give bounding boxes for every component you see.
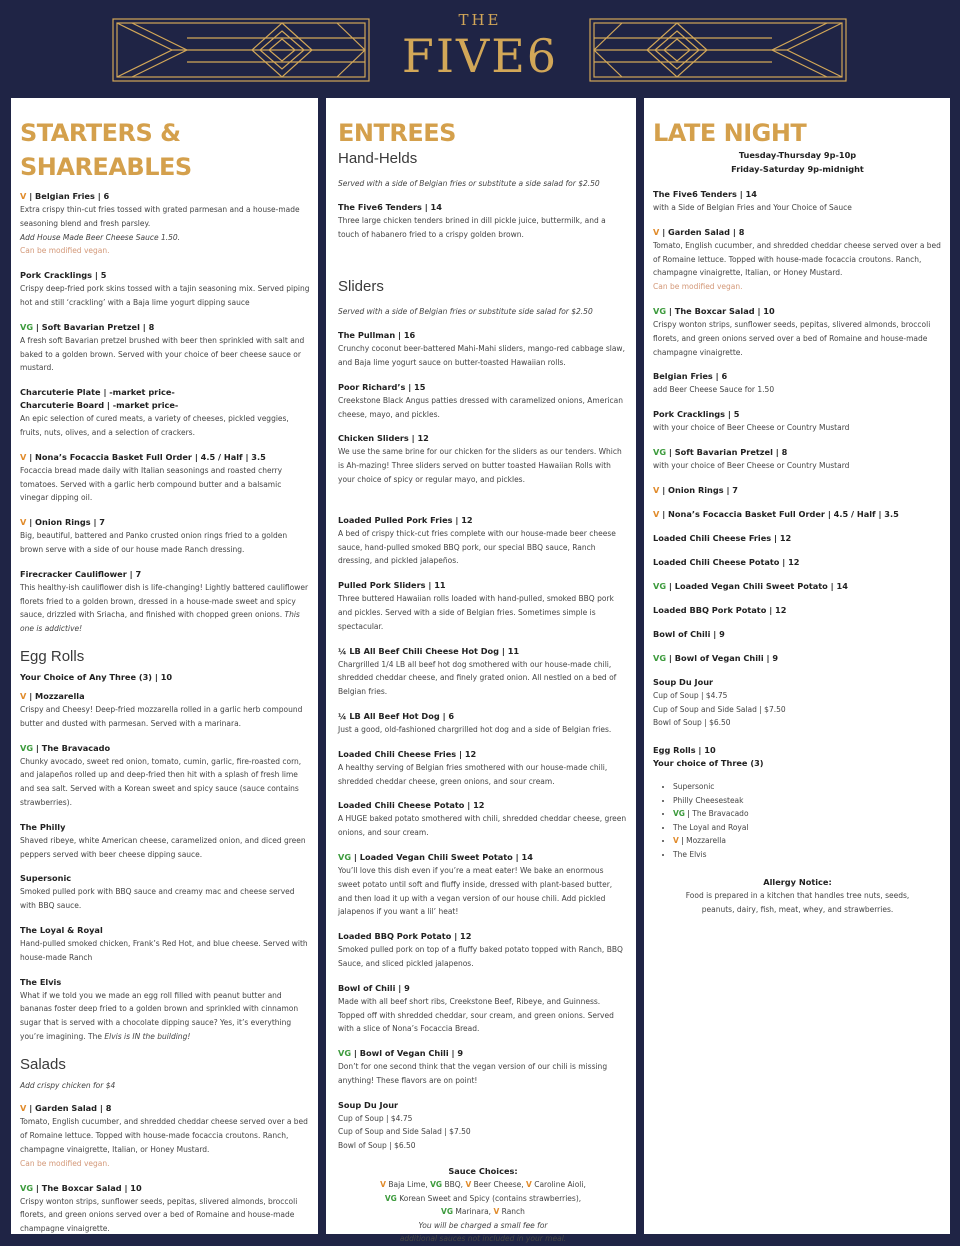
menu-item bbox=[20, 1102, 310, 1170]
sauce-line-1 bbox=[338, 1178, 628, 1192]
menu-item bbox=[20, 516, 310, 557]
item-name-text: The Pullman | 16 bbox=[338, 330, 416, 341]
sauce-name: Beer Cheese, bbox=[473, 1180, 524, 1190]
item-name-text: Bowl of Chili | 9 bbox=[653, 628, 725, 639]
menu-item bbox=[20, 872, 310, 913]
vegan-modifier-note: Can be modified vegan. bbox=[20, 1158, 110, 1168]
item-name bbox=[653, 652, 942, 665]
item-name bbox=[338, 201, 628, 214]
starters-column bbox=[11, 98, 318, 1234]
vegetarian-tag: V bbox=[653, 484, 660, 495]
egg-rolls-choice: Your Choice of Any Three (3) | 10 bbox=[20, 671, 173, 682]
item-description: with a Side of Belgian Fries and Your Choice of Sauce bbox=[653, 203, 852, 212]
entrees-list bbox=[338, 514, 628, 1088]
item-name-text: Bowl of Chili | 9 bbox=[338, 982, 410, 993]
egg-roll-name: Philly Cheesesteak bbox=[673, 795, 744, 805]
item-name-text: The Elvis bbox=[20, 976, 62, 987]
menu-item bbox=[653, 305, 942, 359]
item-name-text: Onion Rings | 7 bbox=[668, 484, 739, 495]
item-name bbox=[338, 514, 628, 527]
sliders-list bbox=[338, 329, 628, 487]
item-name-text: The Loyal & Royal bbox=[20, 924, 103, 935]
item-separator: | bbox=[351, 851, 360, 862]
late-night-column bbox=[644, 98, 950, 1234]
menu-item bbox=[338, 201, 628, 242]
item-description: Tomato, English cucumber, and shredded cheddar cheese served over a bed of Romaine lettuce. Topped with house-made focaccia croutons. Ranch, champagne vinaigrette, Italian, or Honey Mustard. bbox=[20, 1117, 308, 1155]
starters-title-line2: SHAREABLES bbox=[20, 153, 192, 181]
item-name-text: Loaded Vegan Chili Sweet Potato | 14 bbox=[359, 851, 533, 862]
menu-item bbox=[338, 748, 628, 789]
item-separator: | bbox=[33, 742, 42, 753]
egg-roll-option bbox=[673, 807, 942, 821]
menu-item bbox=[338, 579, 628, 633]
item-name bbox=[653, 484, 942, 497]
soup-line: Cup of Soup | $4.75 bbox=[338, 1113, 413, 1123]
item-description: Crispy wonton strips, sunflower seeds, pepitas, slivered almonds, broccoli florets, and green onions served over a bed of Romaine and house-made champagne vinaigrette. bbox=[20, 1196, 298, 1234]
menu-item bbox=[653, 628, 942, 641]
item-separator: | bbox=[26, 690, 36, 701]
vegetarian-tag: V bbox=[20, 690, 27, 701]
item-name-secondary: Charcuterie Board | -market price- bbox=[20, 400, 179, 411]
allergy-text: Food is prepared in a kitchen that handles tree nuts, seeds, peanuts, dairy, fish, meat, whey, and strawberries. bbox=[685, 891, 910, 914]
sauce-line-3 bbox=[338, 1205, 628, 1219]
late-egg-rolls-choice: Your choice of Three (3) bbox=[653, 758, 764, 769]
item-name bbox=[20, 872, 310, 885]
five6-logo bbox=[392, 12, 568, 88]
egg-roll-name: The Elvis bbox=[673, 849, 707, 859]
vegan-tag: VG bbox=[430, 1180, 443, 1190]
vegan-modifier-note: Can be modified vegan. bbox=[20, 246, 110, 256]
item-description: Made with all beef short ribs, Creekstone Beef, Ribeye, and Guinness. Topped off with shredded cheddar, sour cream, and green onions. Served with a slice of Nona’s Focaccia Bread. bbox=[338, 996, 614, 1034]
item-name-text: Pulled Pork Sliders | 11 bbox=[338, 580, 446, 591]
egg-roll-name: Mozzarella bbox=[686, 836, 726, 846]
menu-item bbox=[338, 432, 628, 486]
vegetarian-tag: V bbox=[526, 1180, 532, 1190]
egg-roll-option bbox=[673, 821, 942, 835]
menu-item bbox=[653, 604, 942, 617]
item-description: with your choice of Beer Cheese or Country Mustard bbox=[653, 423, 850, 433]
soup-title: Soup Du Jour bbox=[338, 1099, 399, 1110]
egg-roll-name: Supersonic bbox=[673, 782, 715, 792]
vegetarian-tag: V bbox=[493, 1207, 500, 1217]
item-name bbox=[653, 604, 942, 617]
item-separator: | bbox=[26, 517, 36, 528]
item-name bbox=[338, 930, 628, 943]
item-separator: | bbox=[659, 508, 669, 519]
menu-item bbox=[338, 851, 628, 919]
vegetarian-tag: V bbox=[465, 1180, 472, 1190]
item-name bbox=[653, 408, 942, 421]
item-note: Add House Made Beer Cheese Sauce 1.50. bbox=[20, 232, 181, 242]
item-name-text: Belgian Fries | 6 bbox=[653, 371, 728, 382]
item-name bbox=[20, 321, 310, 334]
item-description: Extra crispy thin-cut fries tossed with grated parmesan and a house-made seasoning blend and fresh parsley. bbox=[20, 205, 300, 228]
vegan-tag: VG bbox=[653, 652, 667, 663]
logo-the: THE bbox=[458, 11, 502, 29]
item-description: Tomato, English cucumber, and shredded cheddar cheese served over a bed of Romaine lettuce. Topped with house-made focaccia croutons. Ranch, champagne vinaigrette, Italian, or Honey Mustard. bbox=[653, 240, 941, 278]
late-night-hours bbox=[653, 148, 942, 176]
egg-roll-option bbox=[673, 794, 942, 808]
vegetarian-tag: V bbox=[653, 226, 660, 237]
menu-item bbox=[653, 446, 942, 473]
item-name-text: Bowl of Vegan Chili | 9 bbox=[674, 652, 779, 663]
item-name bbox=[20, 516, 310, 529]
menu-item bbox=[338, 930, 628, 971]
sauce-name: Marinara, bbox=[455, 1207, 492, 1217]
item-name bbox=[653, 305, 942, 318]
starters-title-line1: STARTERS & bbox=[20, 119, 181, 147]
sauce-fee-line-2: additional sauces not included in your meal. bbox=[399, 1234, 567, 1244]
late-egg-rolls-list bbox=[653, 780, 942, 861]
item-name-text: Supersonic bbox=[20, 873, 72, 884]
menu-item bbox=[338, 982, 628, 1036]
item-name-text: The Philly bbox=[20, 821, 66, 832]
late-soup-block bbox=[653, 676, 942, 730]
item-description: Don’t for one second think that the vegan version of our chili is missing anything! These flavors are on point! bbox=[338, 1062, 608, 1085]
item-name bbox=[20, 690, 310, 703]
item-name bbox=[338, 799, 628, 812]
item-name-text: The Five6 Tenders | 14 bbox=[653, 189, 757, 199]
soup-block bbox=[338, 1099, 628, 1153]
item-name bbox=[653, 532, 942, 545]
hours-weekday: Tuesday-Thursday 9p-10p bbox=[738, 150, 857, 160]
vegetarian-tag: V bbox=[673, 836, 679, 846]
item-name bbox=[338, 645, 628, 658]
item-name bbox=[653, 370, 942, 383]
menu-item bbox=[338, 1047, 628, 1088]
vegan-tag: VG bbox=[441, 1207, 454, 1217]
item-name-text: The Five6 Tenders | 14 bbox=[338, 201, 442, 212]
item-description: Chargrilled 1/4 LB all beef hot dog smothered with our house-made chili, shredded cheddar cheese, and finely grated onion. All nestled on a bed of Belgian fries. bbox=[338, 659, 617, 697]
vegetarian-tag: V bbox=[20, 191, 27, 201]
item-name bbox=[20, 1182, 310, 1195]
sliders-heading: Sliders bbox=[338, 278, 384, 296]
hours-weekend: Friday-Saturday 9p-midnight bbox=[731, 164, 864, 174]
handhelds-list bbox=[338, 201, 628, 242]
item-name bbox=[338, 748, 628, 761]
item-name-text: The Boxcar Salad | 10 bbox=[41, 1182, 142, 1193]
item-description: Chunky avocado, sweet red onion, tomato, cumin, garlic, fire-roasted corn, and jalapeños rolled up and deep-fried then hit with a splash of fresh lime and sea salt. Served with a Korean sweet and spicy sauce (sauce contains strawberries). bbox=[20, 756, 302, 807]
item-name bbox=[338, 579, 628, 592]
item-description: Smoked pulled pork with BBQ sauce and creamy mac and cheese served with BBQ sauce. bbox=[20, 887, 295, 911]
menu-item bbox=[20, 821, 310, 862]
item-name bbox=[653, 508, 942, 521]
late-soup-title: Soup Du Jour bbox=[653, 676, 714, 687]
item-name-text: Nona’s Focaccia Basket Full Order | 4.5 / Half | 3.5 bbox=[35, 451, 266, 462]
menu-item bbox=[20, 976, 310, 1044]
item-name bbox=[20, 821, 310, 834]
item-description: Crispy and Cheesy! Deep-fried mozzarella rolled in a garlic herb compound butter and dusted with parmesan. Served with a marinara. bbox=[20, 704, 303, 728]
item-description: Crispy deep-fried pork skins tossed with a tajin seasoning mix. Served piping hot and still ‘crackling’ with a Baja lime yogurt dipping sauce bbox=[20, 284, 310, 307]
item-description: Crispy wonton strips, sunflower seeds, pepitas, slivered almonds, broccoli florets, and green onions served over a bed of Romaine and house-made champagne vinaigrette. bbox=[653, 319, 931, 357]
item-description: with your choice of Beer Cheese or Country Mustard bbox=[653, 460, 850, 470]
item-name-text: Pork Cracklings | 5 bbox=[20, 270, 107, 281]
late-soup-lines bbox=[653, 689, 942, 730]
item-name-text: Firecracker Cauliflower | 7 bbox=[20, 568, 142, 579]
item-description: Three large chicken tenders brined in dill pickle juice, buttermilk, and a touch of habanero fried to a crispy golden brown. bbox=[338, 215, 606, 239]
item-name bbox=[338, 329, 628, 342]
item-name-text: ¼ LB All Beef Chili Cheese Hot Dog | 11 bbox=[338, 645, 520, 656]
item-name bbox=[20, 190, 310, 203]
vegetarian-tag: V bbox=[380, 1180, 386, 1190]
sauce-line-2 bbox=[338, 1192, 628, 1206]
sauce-name: Caroline Aioli, bbox=[534, 1180, 586, 1190]
item-name-text: Soft Bavarian Pretzel | 8 bbox=[41, 321, 155, 332]
late-night-title: LATE NIGHT bbox=[653, 119, 807, 147]
item-description: Big, beautiful, battered and Panko crusted onion rings fried to a golden brown serve with a side of our house made Ranch dressing. bbox=[20, 531, 288, 554]
vegetarian-tag: V bbox=[20, 517, 27, 528]
menu-item bbox=[653, 408, 942, 435]
item-separator: | bbox=[666, 446, 675, 457]
menu-item bbox=[653, 188, 942, 215]
soup-line: Cup of Soup and Side Salad | $7.50 bbox=[653, 704, 786, 714]
menu-item bbox=[20, 690, 310, 731]
item-name-text: Onion Rings | 7 bbox=[35, 517, 106, 528]
vegan-tag: VG bbox=[653, 580, 667, 591]
item-name-text: Nona’s Focaccia Basket Full Order | 4.5 / Half | 3.5 bbox=[668, 508, 899, 519]
vegan-tag: VG bbox=[338, 851, 352, 862]
menu-item bbox=[338, 329, 628, 370]
salads-heading: Salads bbox=[20, 1055, 66, 1073]
item-description: We use the same brine for our chicken for the sliders as our tenders. Which is Ah-mazing! Three sliders served on butter toasted Hawaiian Rolls with your choice of spicy or regular mayo, and pickles. bbox=[338, 447, 622, 484]
menu-item bbox=[20, 269, 310, 310]
item-name bbox=[338, 432, 628, 445]
item-name-text: Loaded BBQ Pork Potato | 12 bbox=[653, 604, 787, 615]
menu-item bbox=[338, 710, 628, 737]
item-name bbox=[20, 386, 310, 399]
item-name-text: Charcuterie Plate | -market price- bbox=[20, 387, 175, 398]
item-name bbox=[653, 580, 942, 593]
vegan-tag: VG bbox=[673, 809, 685, 819]
late-egg-rolls-block bbox=[653, 744, 942, 861]
item-separator: | bbox=[678, 836, 687, 846]
item-separator: | bbox=[26, 451, 36, 462]
item-name-text: Loaded BBQ Pork Potato | 12 bbox=[338, 931, 472, 942]
item-name-text: Loaded Chili Cheese Fries | 12 bbox=[653, 532, 792, 543]
item-description: Three buttered Hawaiian rolls loaded with hand-pulled, smoked BBQ pork and pickles. Served with a side of Belgian fries. Sometimes simple is spectacular. bbox=[338, 594, 614, 631]
item-name bbox=[20, 1102, 310, 1115]
vegan-tag: VG bbox=[653, 446, 667, 457]
item-name-text: Pork Cracklings | 5 bbox=[653, 409, 740, 420]
vegan-tag: VG bbox=[20, 321, 34, 332]
egg-rolls-heading: Egg Rolls bbox=[20, 647, 85, 665]
item-name bbox=[653, 446, 942, 459]
menu-item bbox=[20, 568, 310, 636]
item-separator: | bbox=[666, 652, 675, 663]
item-name-text: Loaded Chili Cheese Potato | 12 bbox=[653, 556, 800, 567]
egg-roll-option bbox=[673, 780, 942, 794]
item-description: Just a good, old-fashioned chargrilled hot dog and a side of Belgian fries. bbox=[338, 724, 612, 734]
egg-roll-name: The Loyal and Royal bbox=[673, 822, 749, 832]
item-description-emphasis: This one is addictive! bbox=[20, 610, 300, 634]
salads-list bbox=[20, 1102, 310, 1236]
item-description: An epic selection of cured meats, a variety of cheeses, pickled veggies, fruits, nuts, olives, and a selection of crackers. bbox=[20, 414, 289, 437]
sliders-note: Served with a side of Belgian fries or substitute side salad for $2.50 bbox=[338, 307, 593, 317]
vegan-tag: VG bbox=[20, 742, 34, 753]
vegetarian-tag: V bbox=[20, 1103, 27, 1114]
item-description-emphasis: Elvis is IN the building! bbox=[104, 1031, 191, 1041]
egg-roll-option bbox=[673, 834, 942, 848]
item-description: Creekstone Black Angus patties dressed with caramelized onions, American cheese, mayo, and pickles. bbox=[338, 395, 623, 419]
menu-item bbox=[20, 321, 310, 375]
item-separator: | bbox=[26, 1103, 36, 1114]
item-name-text: Garden Salad | 8 bbox=[35, 1103, 112, 1114]
starters-list bbox=[20, 190, 310, 636]
item-name bbox=[20, 742, 310, 755]
logo-main: FIVE6 bbox=[401, 29, 559, 83]
item-separator: | bbox=[666, 305, 675, 316]
item-description: Crunchy coconut beer-battered Mahi-Mahi sliders, mango-red cabbage slaw, and Baja lime yogurt sauce on butter-toasted Hawaiian rolls. bbox=[338, 344, 625, 367]
item-name bbox=[20, 269, 310, 282]
allergy-title: Allergy Notice: bbox=[763, 877, 832, 888]
handhelds-note: Served with a side of Belgian fries or substitute a side salad for $2.50 bbox=[338, 179, 600, 188]
menu-item bbox=[20, 924, 310, 965]
item-separator: | bbox=[659, 226, 669, 237]
sauce-name: BBQ, bbox=[444, 1180, 464, 1190]
item-name-text: Loaded Pulled Pork Fries | 12 bbox=[338, 514, 473, 525]
item-description: You’ll love this dish even if you’re a meat eater! We bake an enormous sweet potato until soft and fluffy inside, dressed with plant-based butter, and then load it up with a vegan version of our house chili. Add pickled jalapenos if you want a lil’ heat! bbox=[338, 865, 613, 917]
item-name-text: Loaded Vegan Chili Sweet Potato | 14 bbox=[674, 580, 848, 591]
menu-item bbox=[653, 484, 942, 497]
menu-item bbox=[653, 532, 942, 545]
soup-lines bbox=[338, 1112, 628, 1153]
item-name bbox=[653, 628, 942, 641]
late-night-list bbox=[653, 188, 942, 665]
item-name bbox=[338, 982, 628, 995]
menu-item bbox=[338, 514, 628, 568]
item-name-text: Mozzarella bbox=[35, 690, 85, 701]
item-name bbox=[20, 451, 310, 464]
item-name-text: ¼ LB All Beef Hot Dog | 6 bbox=[338, 710, 455, 721]
menu-item bbox=[653, 580, 942, 593]
item-description: A healthy serving of Belgian fries smothered with our house-made chili, shredded cheddar cheese, green onions, and sour cream. bbox=[338, 762, 608, 786]
item-description: Shaved ribeye, white American cheese, caramelized onion, and diced green peppers served with beer cheese dipping sauce. bbox=[20, 835, 306, 859]
item-name bbox=[20, 568, 310, 581]
item-name bbox=[338, 381, 628, 394]
vegetarian-tag: V bbox=[20, 451, 27, 462]
item-name bbox=[20, 924, 310, 937]
menu-item bbox=[653, 652, 942, 665]
entrees-column bbox=[326, 98, 636, 1244]
item-name bbox=[338, 710, 628, 723]
menu-item bbox=[20, 451, 310, 505]
item-name-text: Garden Salad | 8 bbox=[668, 226, 745, 237]
late-egg-rolls-title: Egg Rolls | 10 bbox=[653, 745, 716, 756]
item-name bbox=[338, 1047, 628, 1060]
sauce-name: Baja Lime, bbox=[388, 1180, 428, 1190]
soup-line: Cup of Soup and Side Salad | $7.50 bbox=[338, 1127, 471, 1137]
menu-item bbox=[20, 742, 310, 810]
menu-item bbox=[653, 508, 942, 521]
menu-header bbox=[0, 0, 960, 98]
menu-item bbox=[338, 381, 628, 422]
item-name bbox=[653, 226, 942, 239]
item-description: A fresh soft Bavarian pretzel brushed with beer then sprinkled with salt and baked to a golden brown. Served with your choice of beer cheese sauce or mustard. bbox=[20, 335, 305, 373]
item-name bbox=[653, 188, 942, 201]
menu-item bbox=[338, 799, 628, 840]
item-separator: | bbox=[26, 191, 36, 201]
item-description: This healthy-ish cauliflower dish is life-changing! Lightly battered cauliflower florets fried to a golden brown, dressed in a house-made sweet and spicy sauce, drizzled with Sriacha, and finished with chopped green onions. This one is addictive! bbox=[20, 582, 309, 634]
item-name-text: Chicken Sliders | 12 bbox=[338, 433, 429, 444]
item-name-text: Belgian Fries | 6 bbox=[35, 191, 110, 201]
menu-item bbox=[20, 386, 310, 440]
menu-item bbox=[20, 190, 310, 258]
item-name-text: Loaded Chili Cheese Potato | 12 bbox=[338, 800, 485, 811]
vegan-tag: VG bbox=[338, 1048, 352, 1059]
egg-rolls-list bbox=[20, 690, 310, 1044]
item-separator: | bbox=[659, 484, 669, 495]
item-description: What if we told you we made an egg roll filled with peanut butter and bananas foster deep fried to a golden brown and sprinkled with cinnamon sugar that is served with a chocolate dipping sauce? Yes, it’s everything you’re imagining. The Elvis is IN the building! bbox=[20, 990, 299, 1041]
menu-item bbox=[653, 370, 942, 397]
egg-roll-option bbox=[673, 848, 942, 862]
vegan-tag: VG bbox=[20, 1182, 34, 1193]
egg-roll-name: The Bravacado bbox=[692, 809, 749, 819]
item-separator: | bbox=[666, 580, 675, 591]
soup-line: Cup of Soup | $4.75 bbox=[653, 690, 728, 700]
menu-item bbox=[20, 1182, 310, 1236]
art-deco-ornament-left bbox=[112, 18, 370, 82]
item-separator: | bbox=[351, 1048, 360, 1059]
item-description: Smoked pulled pork on top of a fluffy baked potato topped with Ranch, BBQ Sauce, and sliced pickled jalapenos. bbox=[338, 945, 623, 968]
item-name-text: The Boxcar Salad | 10 bbox=[674, 305, 775, 316]
sauce-name: Ranch bbox=[501, 1207, 525, 1217]
soup-line: Bowl of Soup | $6.50 bbox=[338, 1141, 416, 1151]
entrees-title: ENTREES bbox=[338, 119, 456, 147]
menu-item bbox=[338, 645, 628, 699]
vegan-tag: VG bbox=[653, 305, 667, 316]
item-description: Focaccia bread made daily with Italian seasonings and roasted cherry tomatoes. Served with a garlic herb compound butter and a balsamic vinegar dipping oil. bbox=[20, 465, 283, 503]
item-description: A HUGE baked potato smothered with chili, shredded cheddar cheese, green onions, and sour cream. bbox=[338, 814, 627, 838]
art-deco-ornament-right bbox=[589, 18, 847, 82]
item-name-text: Bowl of Vegan Chili | 9 bbox=[359, 1048, 464, 1059]
menu-item bbox=[653, 226, 942, 294]
item-name bbox=[653, 556, 942, 569]
item-separator: | bbox=[33, 1182, 42, 1193]
item-separator: | bbox=[33, 321, 42, 332]
sauce-name: Korean Sweet and Spicy (contains strawberries), bbox=[399, 1193, 582, 1203]
item-description: A bed of crispy thick-cut fries complete with our house-made beer cheese sauce, hand-pulled smoked BBQ pork, our special BBQ sauce, Ranch dressing, and pickled jalapeños. bbox=[338, 528, 616, 566]
vegetarian-tag: V bbox=[653, 508, 660, 519]
vegan-modifier-note: Can be modified vegan. bbox=[653, 282, 743, 292]
item-name-text: Loaded Chili Cheese Fries | 12 bbox=[338, 748, 477, 759]
item-name bbox=[338, 851, 628, 864]
item-description: Hand-pulled smoked chicken, Frank’s Red Hot, and blue cheese. Served with house-made Ranch bbox=[20, 938, 308, 962]
item-name bbox=[20, 976, 310, 989]
item-description: add Beer Cheese Sauce for 1.50 bbox=[653, 385, 775, 395]
menu-item bbox=[653, 556, 942, 569]
item-name-text: Soft Bavarian Pretzel | 8 bbox=[674, 446, 788, 457]
soup-line: Bowl of Soup | $6.50 bbox=[653, 718, 731, 728]
sauce-choices-title: Sauce Choices: bbox=[448, 1166, 518, 1177]
vegan-tag: VG bbox=[384, 1193, 397, 1203]
item-name-text: Poor Richard’s | 15 bbox=[338, 381, 426, 392]
handhelds-heading: Hand-Helds bbox=[338, 150, 418, 167]
item-separator: | bbox=[684, 809, 693, 819]
sauce-fee-line-1: You will be charged a small fee for bbox=[418, 1220, 548, 1230]
item-name-text: The Bravacado bbox=[41, 742, 111, 753]
salads-note: Add crispy chicken for $4 bbox=[20, 1080, 116, 1090]
